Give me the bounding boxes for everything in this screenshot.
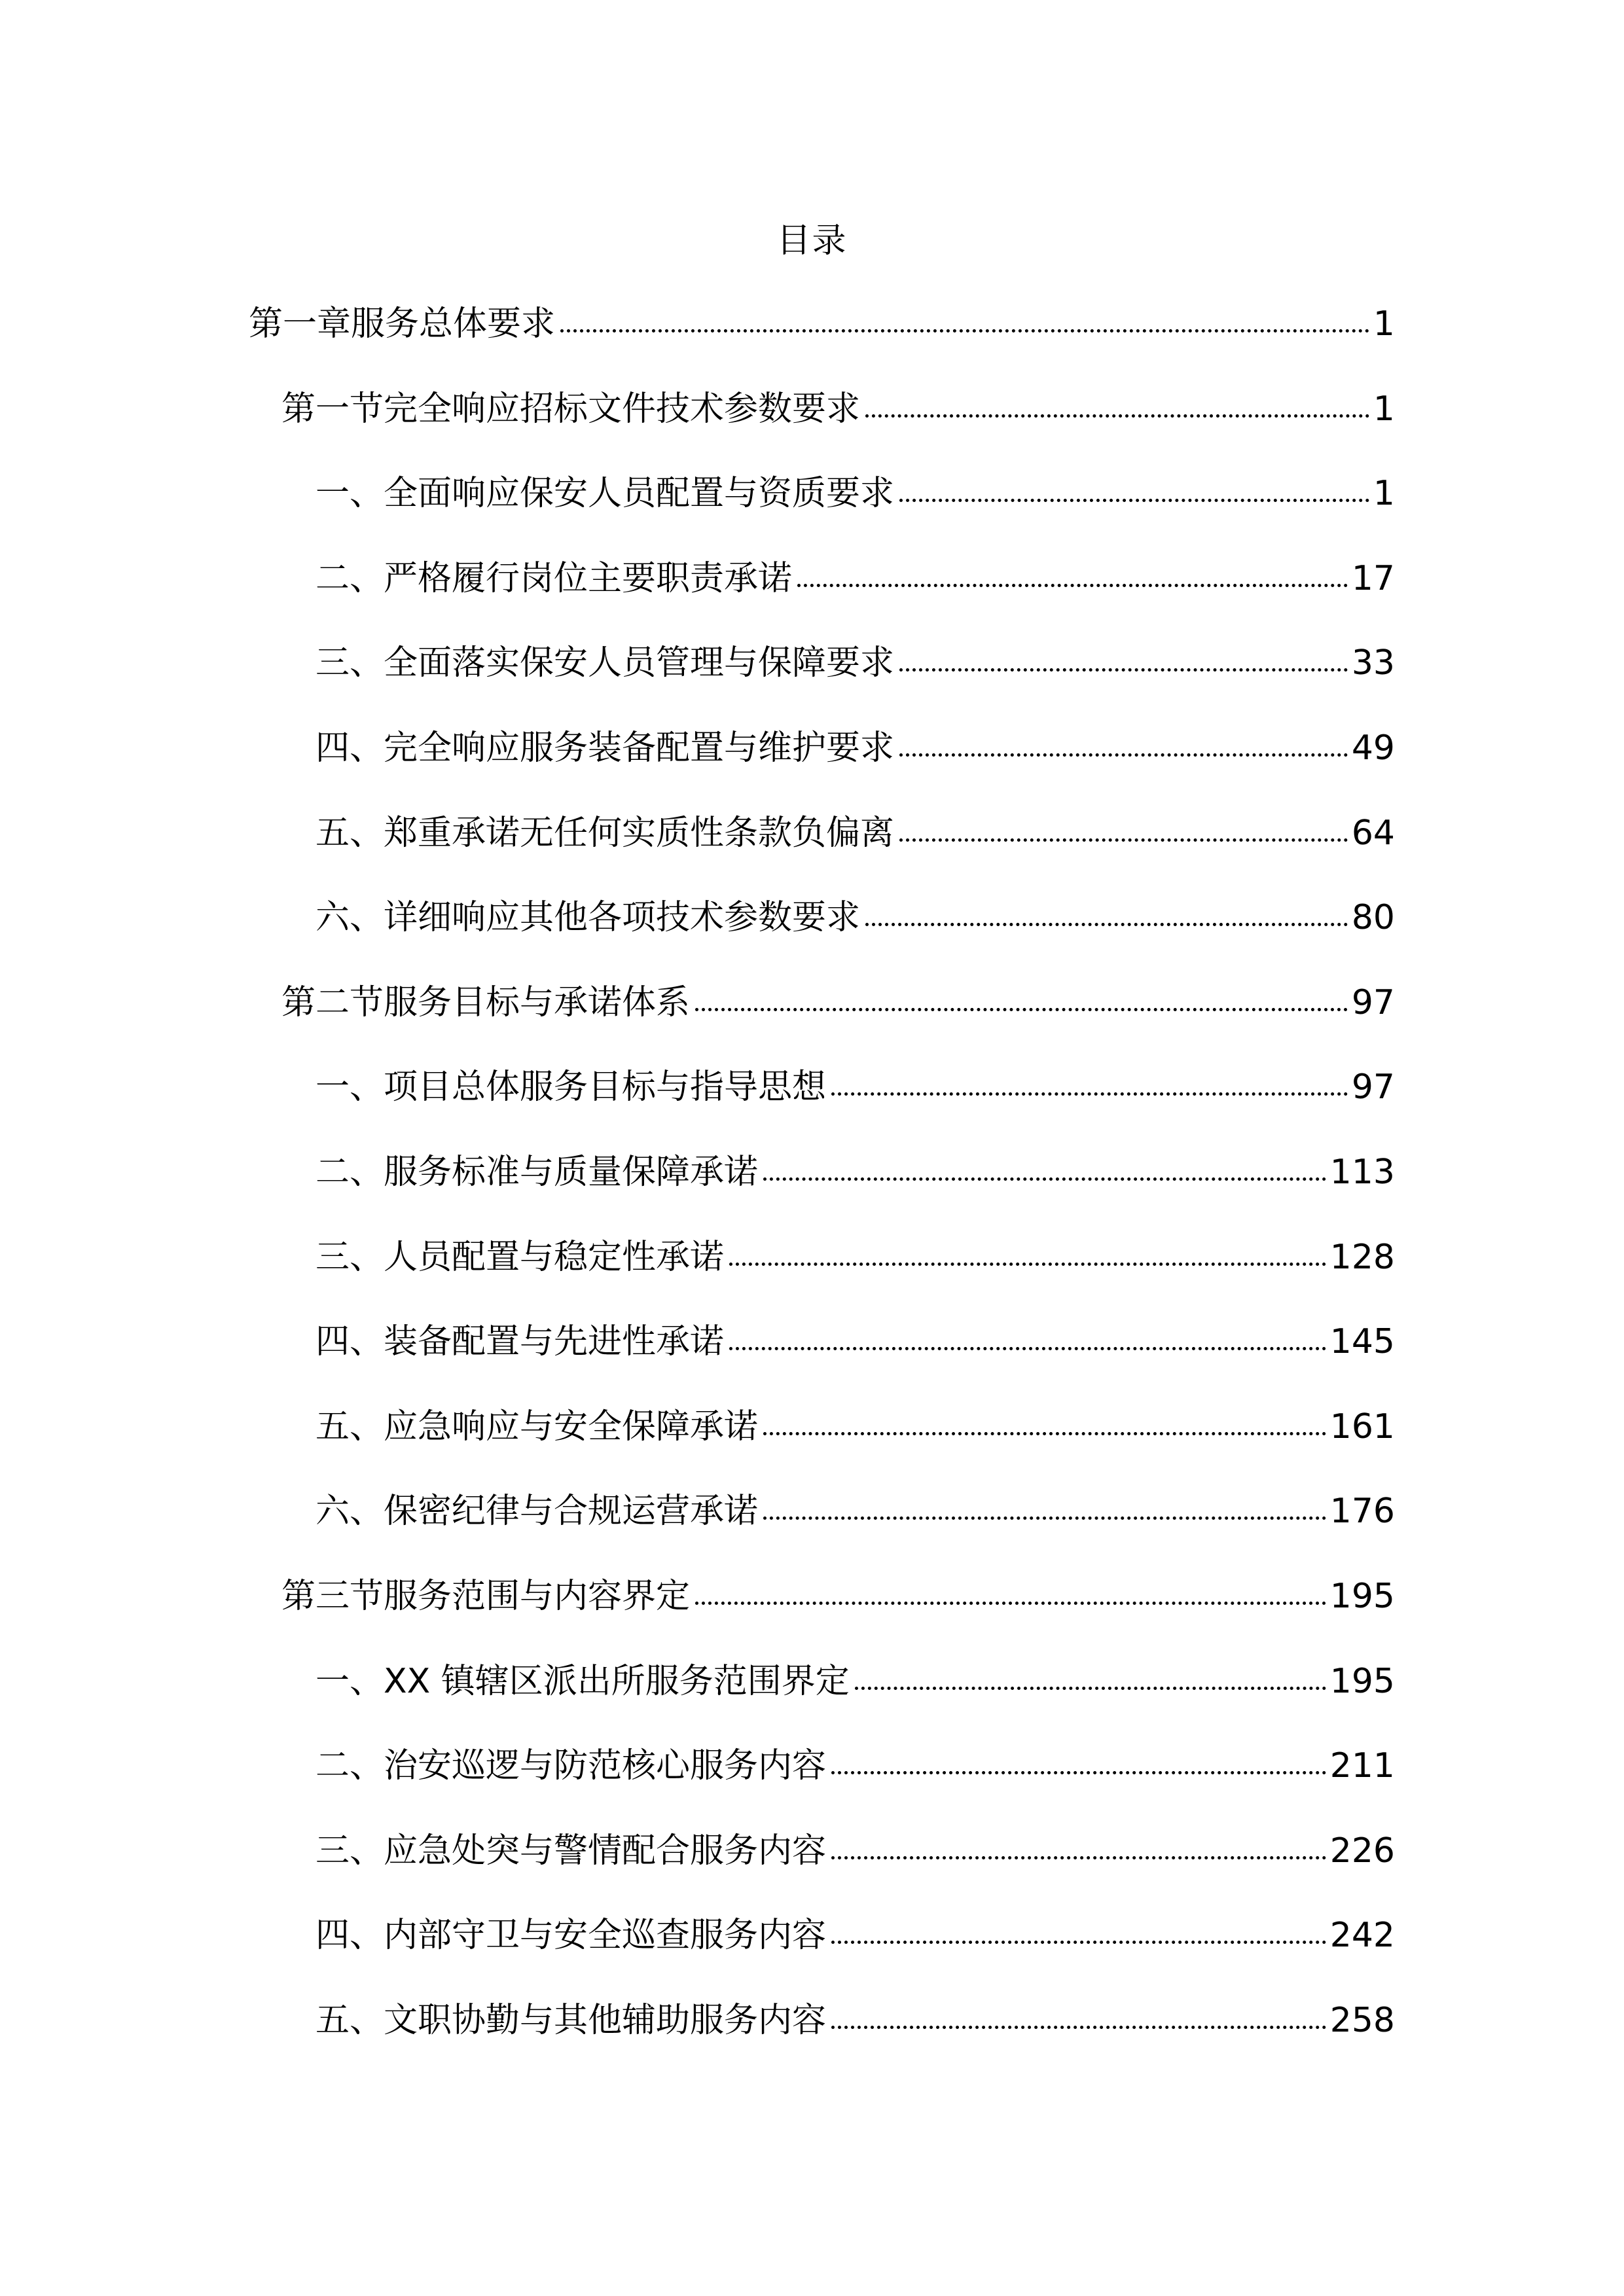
toc-entry[interactable] — [249, 298, 1395, 350]
toc-dot-leader — [831, 1092, 1348, 1096]
toc-entry[interactable] — [316, 1485, 1395, 1537]
toc-page-number: 113 — [1329, 1153, 1395, 1192]
toc-entry[interactable] — [316, 1231, 1395, 1283]
toc-page-number: 97 — [1351, 1067, 1395, 1107]
toc-entry[interactable] — [316, 1061, 1395, 1113]
toc-entry-text: 五、郑重承诺无任何实质性条款负偏离 — [316, 814, 895, 853]
toc-page-number: 49 — [1351, 728, 1395, 768]
toc-page-number: 80 — [1351, 898, 1395, 937]
toc-entry[interactable] — [281, 977, 1395, 1029]
toc-entry-text: 五、应急响应与安全保障承诺 — [316, 1407, 759, 1446]
toc-page-number: 195 — [1329, 1577, 1395, 1616]
toc-entry[interactable] — [316, 1401, 1395, 1453]
toc-page-number: 1 — [1373, 304, 1395, 344]
toc-entry[interactable] — [316, 1740, 1395, 1792]
toc-page-number: 242 — [1329, 1916, 1395, 1955]
toc-entry[interactable] — [316, 637, 1395, 689]
toc-dot-leader — [729, 1347, 1326, 1350]
toc-dot-leader — [899, 499, 1369, 502]
toc-page-number: 195 — [1329, 1662, 1395, 1701]
toc-dot-leader — [865, 923, 1348, 926]
toc-dot-leader — [695, 1008, 1348, 1011]
toc-entry[interactable] — [281, 383, 1395, 435]
toc-dot-leader — [899, 838, 1348, 842]
toc-dot-leader — [831, 1941, 1326, 1944]
toc-dot-leader — [695, 1602, 1326, 1605]
toc-dot-leader — [831, 2026, 1326, 2029]
toc-entry[interactable] — [316, 1994, 1395, 2047]
toc-entry-text: 第一节完全响应招标文件技术参数要求 — [281, 389, 861, 429]
toc-page-number: 226 — [1329, 1831, 1395, 1871]
toc-entry[interactable] — [316, 1146, 1395, 1198]
toc-entry-text: 一、全面响应保安人员配置与资质要求 — [316, 474, 895, 513]
toc-entry-text: 六、详细响应其他各项技术参数要求 — [316, 898, 861, 937]
toc-entry-text: 四、完全响应服务装备配置与维护要求 — [316, 728, 895, 768]
toc-entry-text: 二、严格履行岗位主要职责承诺 — [316, 559, 793, 598]
toc-page-number: 1 — [1373, 474, 1395, 513]
toc-entry-text: 三、全面落实保安人员管理与保障要求 — [316, 643, 895, 683]
toc-page-number: 128 — [1329, 1238, 1395, 1277]
toc-entry-text: 三、应急处突与警情配合服务内容 — [316, 1831, 827, 1871]
toc-entry[interactable] — [316, 467, 1395, 520]
toc-entry[interactable] — [316, 1909, 1395, 1962]
toc-entry-text: 三、人员配置与稳定性承诺 — [316, 1238, 725, 1277]
toc-dot-leader — [560, 329, 1369, 332]
toc-page-number: 258 — [1329, 2001, 1395, 2040]
toc-dot-leader — [729, 1263, 1326, 1266]
toc-entry[interactable] — [316, 1825, 1395, 1877]
toc-title: 目录 — [776, 221, 848, 260]
toc-page-number: 161 — [1329, 1407, 1395, 1446]
toc-dot-leader — [763, 1432, 1326, 1435]
toc-entry-text: 一、项目总体服务目标与指导思想 — [316, 1067, 827, 1107]
toc-dot-leader — [899, 668, 1348, 672]
toc-dot-leader — [797, 584, 1348, 587]
toc-dot-leader — [865, 414, 1369, 418]
toc-page-number: 211 — [1329, 1746, 1395, 1785]
toc-entry-text: 一、XX 镇辖区派出所服务范围界定 — [316, 1662, 850, 1701]
toc-dot-leader — [763, 1516, 1326, 1520]
toc-dot-leader — [831, 1771, 1326, 1774]
toc-entry-text: 五、文职协勤与其他辅助服务内容 — [316, 2001, 827, 2040]
toc-dot-leader — [899, 753, 1348, 757]
toc-entry-text: 二、服务标准与质量保障承诺 — [316, 1153, 759, 1192]
toc-entry[interactable] — [316, 807, 1395, 859]
toc-entry[interactable] — [281, 1570, 1395, 1623]
toc-entry-text: 第三节服务范围与内容界定 — [281, 1577, 691, 1616]
toc-entry-text: 四、装备配置与先进性承诺 — [316, 1322, 725, 1361]
toc-entry-text: 六、保密纪律与合规运营承诺 — [316, 1492, 759, 1531]
toc-page-number: 176 — [1329, 1492, 1395, 1531]
toc-page-number: 97 — [1351, 983, 1395, 1022]
toc-entry[interactable] — [316, 722, 1395, 774]
toc-page-number: 33 — [1351, 643, 1395, 683]
toc-page-number: 64 — [1351, 814, 1395, 853]
toc-entry-text: 二、治安巡逻与防范核心服务内容 — [316, 1746, 827, 1785]
toc-entry[interactable] — [316, 1316, 1395, 1368]
toc-entry-text: 第二节服务目标与承诺体系 — [281, 983, 691, 1022]
toc-page-number: 1 — [1373, 389, 1395, 429]
toc-dot-leader — [855, 1687, 1326, 1690]
toc-dot-leader — [831, 1856, 1326, 1859]
toc-page-number: 145 — [1329, 1322, 1395, 1361]
toc-dot-leader — [763, 1177, 1326, 1181]
toc-entry[interactable] — [316, 1655, 1395, 1708]
toc-entry[interactable] — [316, 552, 1395, 605]
toc-entry-text: 第一章服务总体要求 — [249, 304, 556, 344]
toc-entry[interactable] — [316, 891, 1395, 944]
toc-page-number: 17 — [1351, 559, 1395, 598]
toc-entry-text: 四、内部守卫与安全巡查服务内容 — [316, 1916, 827, 1955]
